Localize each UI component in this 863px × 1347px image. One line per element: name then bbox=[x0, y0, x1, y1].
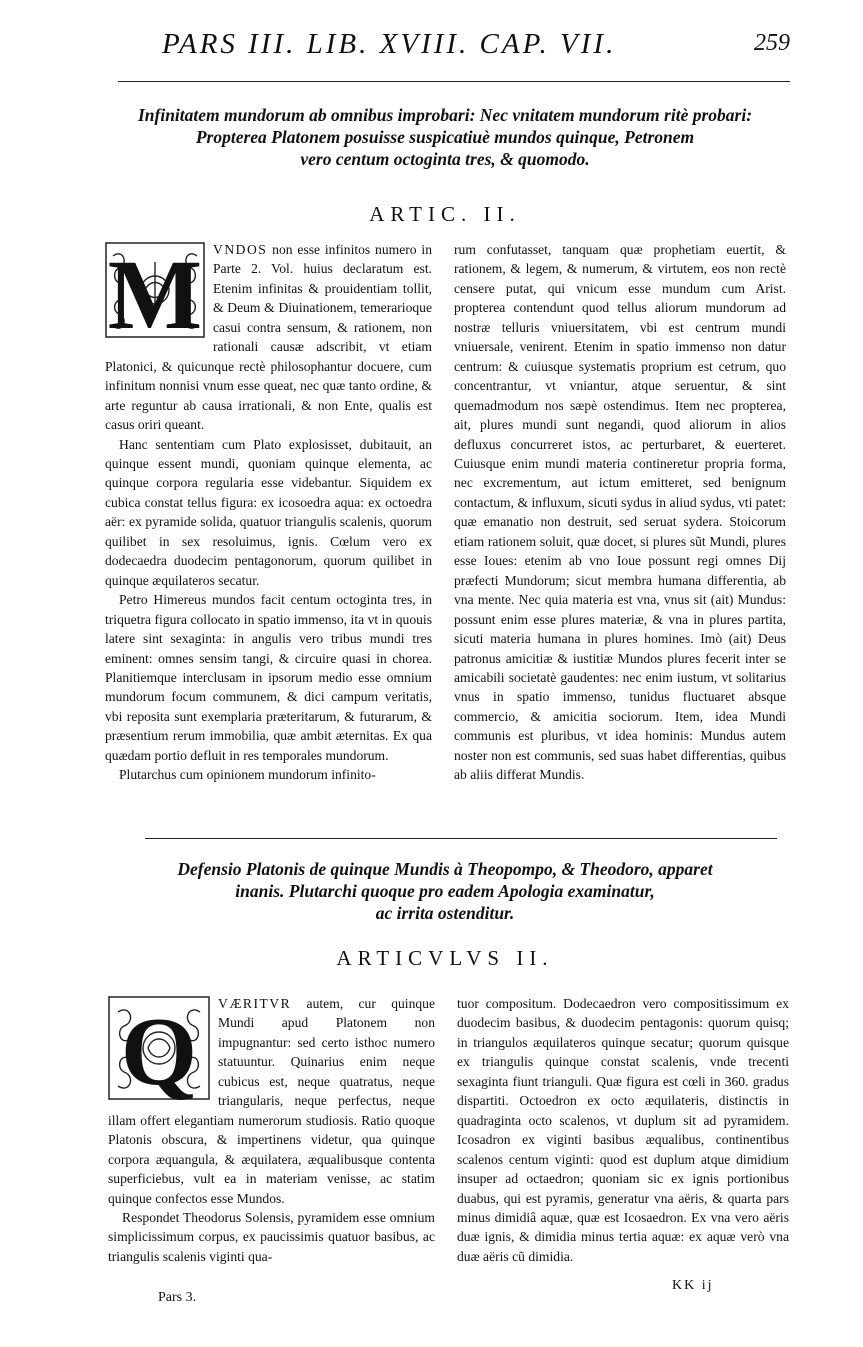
section2-title-line: ac irrita ostenditur. bbox=[375, 903, 515, 923]
paragraph: non esse infinitos numero in Parte 2. Vol. huius declaratum est. Etenim infinitas & prouidentiam tollit, & Deum & Diuinationem, temerarioque casui contra sensum, & rationem, non rationali causæ adscribit, vt etiam Platonici, & quicunque rectè philosophantur docuere, cum infinitum nonnisi vnum esse queat, nec quæ tanto ordine, & arte reguntur ab causa irrationali, & non Ente, qualis est casus oriri queant. bbox=[105, 242, 432, 433]
lead-word: VNDOS bbox=[213, 242, 268, 257]
initial-letter bbox=[108, 996, 210, 1100]
initial-letter bbox=[105, 242, 205, 338]
section2-right-column bbox=[457, 994, 789, 1266]
section1-title bbox=[100, 104, 790, 170]
signature-mark: Pars 3. bbox=[158, 1290, 197, 1305]
paragraph: Plutarchus cum opinionem mundorum infinito- bbox=[119, 767, 376, 783]
section2-title-line: Defensio Platonis de quinque Mundis à Theopompo, & Theodoro, apparet bbox=[177, 859, 713, 879]
decorated-initial-q bbox=[108, 996, 210, 1100]
section1-right-column bbox=[454, 240, 786, 785]
section2-heading: ARTICVLVS II. bbox=[336, 946, 554, 970]
section1-title-line: vero centum octoginta tres, & quomodo. bbox=[300, 149, 590, 169]
lead-word: VÆRITVR bbox=[218, 996, 292, 1011]
section2-title bbox=[100, 858, 790, 924]
header-rule bbox=[118, 81, 790, 82]
page-number: 259 bbox=[754, 30, 790, 56]
section1-heading: ARTIC. II. bbox=[369, 202, 521, 226]
running-header bbox=[150, 28, 790, 68]
section2-left-column bbox=[108, 994, 435, 1266]
paragraph: Hanc sententiam cum Plato explosisset, dubitauit, an quinque essent mundi, quoniam quinque elementa, ac quinque corpora regularia esse videbantur. Siquidem ex cubica constat tellus figura: ex icosoedra aqua: ex octoedra aër: ex pyramide solida, quatuor triangulis scalenis, quorum quilibet in sex resoluimus, ignis. Cœlum vero ex dodecaedra duodecim pentagonorum, quorum quilibet in quinque æquilateros secatur. bbox=[105, 436, 432, 588]
section1-left-column bbox=[105, 240, 432, 785]
section1-title-line: Infinitatem mundorum ab omnibus improbari: Nec vnitatem mundorum ritè probari: bbox=[137, 105, 753, 125]
section2-title-line: inanis. Plutarchi quoque pro eadem Apologia examinatur, bbox=[235, 881, 655, 901]
paragraph: Petro Himereus mundos facit centum octoginta tres, in triquetra figura collocato in spatio immenso, ita vt in quouis latere sint sexaginta: in angulis vero tribus mundi tres eminent: omnes sensim tangi, & circuire quasi in chorea. Planitiemque interclusam in ipsorum medio esse omnium mundorum focum communem, & dici campum veritatis, vbi reposita sunt exemplaria præteritarum, & futurarum, & præsentium rerum immobilia, quæ ambit æternitas. Ex qua quædam portio defluit in res temporales mundorum. bbox=[105, 592, 432, 763]
decorated-initial-m bbox=[105, 242, 205, 338]
paragraph: tuor compositum. Dodecaedron vero compositissimum ex duodecim basibus, & duodecim pentagonis: quorum quisq; in triangulos æquilateros quinque secatur; quorum quisque ex triangulis quinque constat scalenis, vnde trecenti sexaginta fiunt trianguli. Quæ figura est cœli in 360. gradus dispartiti. Octoedron ex octo æquilateris, distinctis in quadraginta octo scalenos, vt duplum sit ad pyramidem. Icosadron ex viginti basibus æqualibus, continentibus scalenos centum viginti: quod est duplum atque dimidium insuper ad octaedron; quoniam sic ex ignis portionibus duabus, qui est pyramis, generatur vna aëris, & quarta pars minus dimidiâ aquæ, quæ est Icosaedron. Ex vna vero aëris duæ ignis, & dimidia minus tertia aquæ: ex aquæ verò vna duæ aëris cũ dimidia. bbox=[457, 996, 789, 1264]
paragraph: rum confutasset, tanquam quæ prophetiam euertit, & rationem, & legem, & numerum, & virtutem, eos non rectè censere putat, qui vnicum esse mundum cum Arist. propterea contendunt quod tellus aliorum mundorum ad nostræ telluris vniuersitatem, vbi est centrum mundi vniuersale, venirent. Etenim in spatio immenso non datur centrum: & cuiusque systematis proprium est cetrum, quo concentrantur, vt vniantur, atque seruentur, & sint quemadmodum nos sæpè ostendimus. Item nec propterea, ait, plures mundi sunt negandi, quod aliorum in alios defluxus concurreret istos, ac perturbaret, & euerteret. Cuiusque enim mundi materia contineretur propria forma, nec excrementum, aut ictum emitteret, sed benignum contactum, & influxum, sicuti sydus in aliud sydus, vti patet: quæ emanatio non destruit, sed seruat sydera. Stoicorum etiam rationem soluit, quæ docet, si plures sũt Mundi, plures esse Ioues: etenim ab vno Ioue possunt regi omnes Dij præfecti Mundorum; sicut membra humana differentia, ab vna mente. Nec quia materia est vna, vnus sit (ait) Mundus: possunt enim esse plures materiæ, & vna in plures partita, sicuti materia humana in plures homines. Imò (ait) Deus patronus amicitiæ & iustitiæ Mundos plures fecerit inter se amicabili societatè gaudentes: nec enim iustum, vt solitarius vnus in spatio immenso, tunidus fluctuaret absque commercio, & amicitia sociorum. Item, idea Mundi communis est pluribus, vt idea hominis: Mundus autem noster non est communis, sed suas habet differentias, quibus ab aliis differat Mundis. bbox=[454, 242, 786, 783]
paragraph: autem, cur quinque Mundi apud Platonem non impugnantur: sed certo isthoc numero statuuntur. Quinarius enim neque cubicus est, neque quatratus, neque triangularis, neque perfectus, neque illam offert elegantiam numerorum studiosis. Ratio quoque Platonis obscura, & impertinens videtur, qua quinque corpora æquangula, & æquilatera, æqualibusque contenta superficiebus, vult ea in materiam venisse, ac statim quinque confectos esse Mundos. bbox=[108, 996, 436, 1206]
gathering-signature: KK ij bbox=[672, 1278, 714, 1293]
section1-title-line: Propterea Platonem posuisse suspicatiuè mundos quinque, Petronem bbox=[195, 127, 695, 147]
svg-text:Q: Q bbox=[120, 998, 198, 1100]
svg-text:M: M bbox=[107, 242, 203, 338]
paragraph: Respondet Theodorus Solensis, pyramidem esse omnium simplicissimum corpus, ex paucissimis quatuor basibus, ac triangulis scalenis viginti qua- bbox=[108, 1209, 435, 1264]
section-divider bbox=[145, 838, 777, 839]
running-title: PARS III. LIB. XVIII. CAP. VII. bbox=[162, 28, 617, 60]
